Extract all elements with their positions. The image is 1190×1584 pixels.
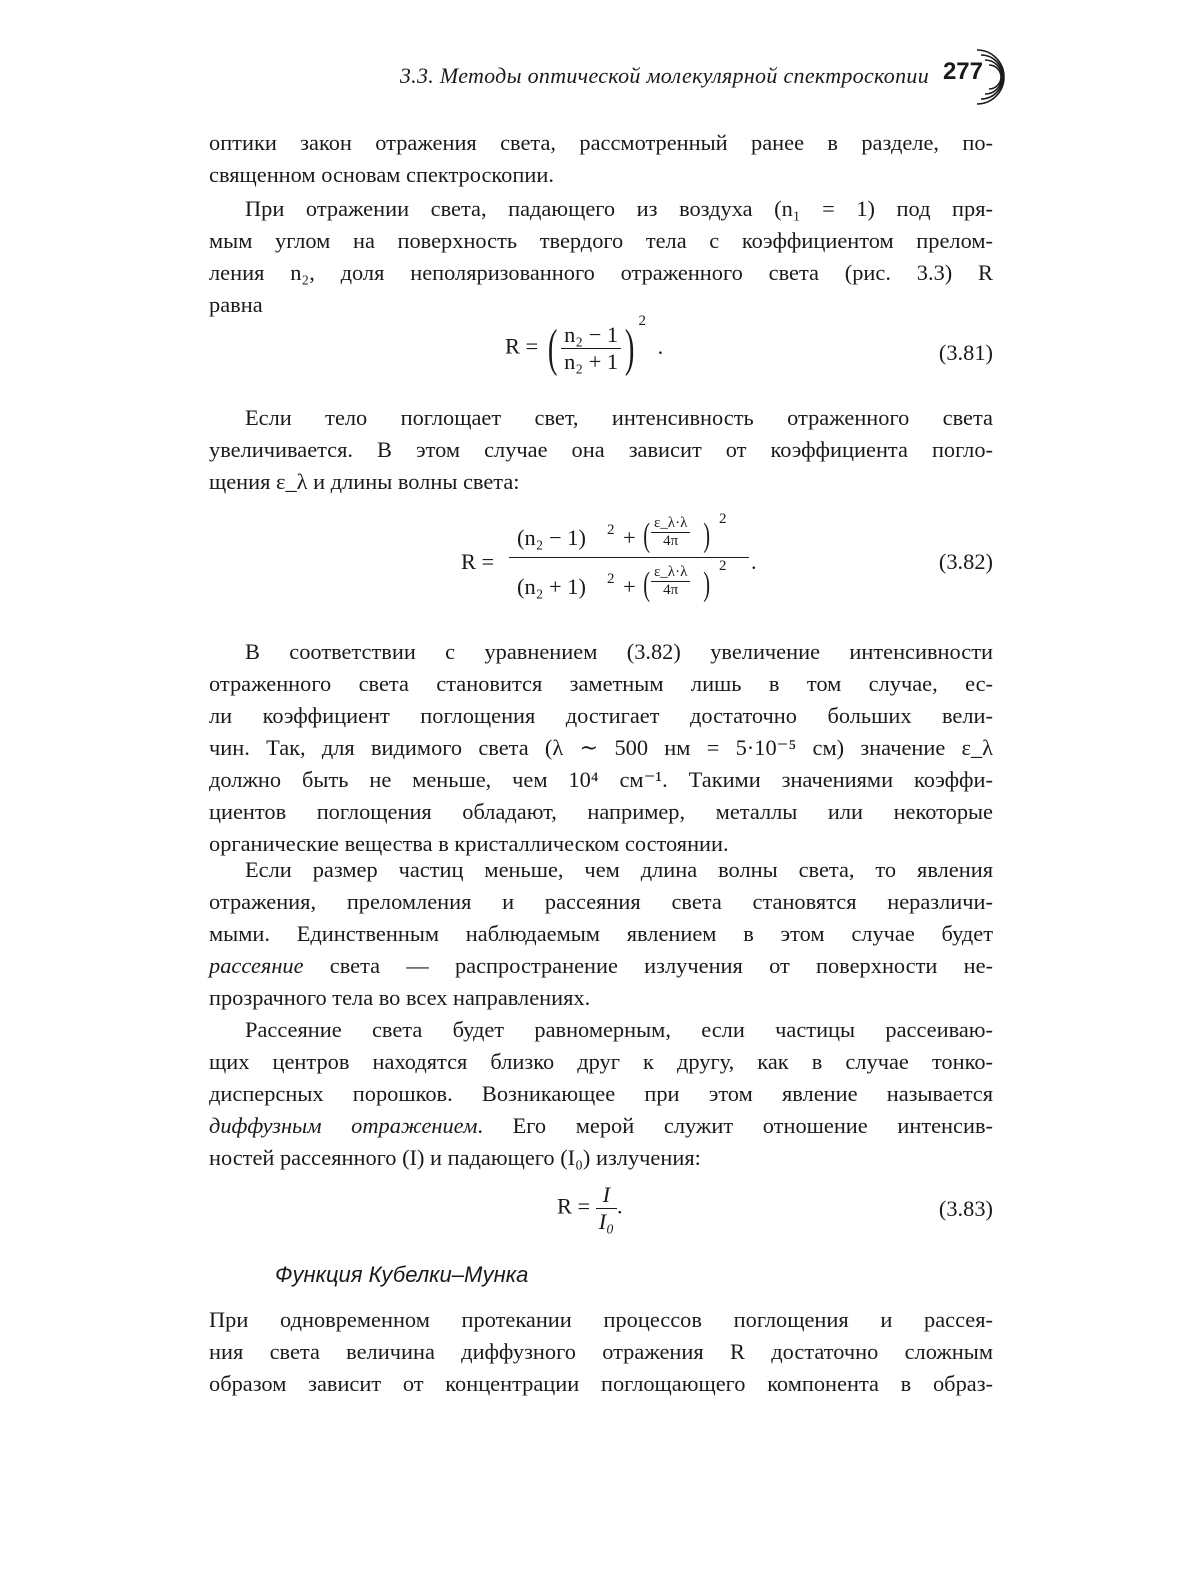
inner-fraction: [651, 564, 690, 599]
text-line: щения ε_λ и длины волны света:: [209, 469, 520, 494]
paragraph-4: [209, 636, 993, 860]
text-line: щих центров находятся близко друг к другу, как в случае тонко-: [209, 1049, 993, 1074]
text-line: чин. Так, для видимого света (λ ∼ 500 нм = 5·10⁻⁵ см) значение ε_λ: [209, 735, 993, 760]
fraction-numerator: I: [596, 1182, 617, 1209]
text-line: мым углом на поверхность твердого тела с коэффициентом прелом-: [209, 228, 993, 253]
text-line: При одновременном протекании процессов поглощения и рассея-: [209, 1307, 993, 1332]
text-line: отраженного света становится заметным лишь в том случае, ес-: [209, 671, 993, 696]
text-line: При отражении света, падающего из воздуха (n₁ = 1) под пря-: [245, 196, 993, 221]
text-line: увеличивается. В этом случае она зависит от коэффициента погло-: [209, 437, 993, 462]
paragraph-1: [209, 127, 993, 191]
text-line: органические вещества в кристаллическом состоянии.: [209, 831, 729, 856]
equation-lhs: R =: [461, 549, 495, 574]
equation-lhs: R =: [505, 333, 539, 359]
equation-number: (3.81): [938, 340, 993, 365]
text-line: мыми. Единственным наблюдаемым явлением в этом случае будет: [209, 921, 993, 946]
right-paren-icon: ): [703, 566, 711, 603]
text-line: рассеяние света — распространение излучения от поверхности не-: [209, 953, 993, 978]
equation-period: .: [617, 1193, 623, 1219]
text-line: ния света величина диффузного отражения R достаточно сложным: [209, 1339, 993, 1364]
text-line: Рассеяние света будет равномерным, если частицы рассеиваю-: [245, 1017, 993, 1042]
inner-numerator: ε_λ·λ: [651, 564, 690, 582]
text-line: равна: [209, 292, 263, 317]
text-line: Если размер частиц меньше, чем длина волны света, то явления: [245, 857, 993, 882]
equation-3-81: [209, 313, 993, 388]
left-paren-icon: (: [547, 319, 558, 377]
left-paren-icon: (: [643, 566, 651, 603]
equation-period: .: [657, 333, 664, 359]
left-paren-icon: (: [643, 517, 651, 554]
text-line: отражения, преломления и рассеяния света становятся неразличи-: [209, 889, 993, 914]
equation-body: [505, 313, 664, 377]
right-paren-icon: ): [703, 517, 711, 554]
emphasized-term: рассеяние: [209, 953, 304, 978]
fraction-numerator: n₂ − 1: [561, 322, 621, 349]
text-line: должно быть не меньше, чем 10⁴ см⁻¹. Такими значениями коэффи-: [209, 767, 993, 792]
plus-sign: +: [623, 525, 636, 550]
text-line: диффузным отражением. Его мерой служит отношение интенсив-: [209, 1113, 993, 1138]
equation-lhs: R =: [557, 1193, 591, 1219]
big-fraction: [509, 505, 749, 618]
text-line: циентов поглощения обладают, например, металлы или некоторые: [209, 799, 993, 824]
equation-3-82: [209, 505, 993, 620]
fraction-numerator: (n₂ − 1) 2 + ( $\frac{\varepsilon\_\lambda\cdot\lambda}{4\pi}$ ) 2: [509, 505, 749, 558]
inner-numerator: ε_λ·λ: [651, 515, 690, 533]
denominator-term: (n₂ + 1): [517, 574, 586, 599]
page-number: 277: [942, 58, 983, 85]
text-line: образом зависит от концентрации поглощающего компонента в образ-: [209, 1371, 993, 1396]
subsection-heading: Функция Кубелки–Мунка: [275, 1262, 529, 1287]
text-line: оптики закон отражения света, рассмотренный ранее в разделе, по-: [209, 130, 993, 155]
text-line: прозрачного тела во всех направлениях.: [209, 985, 591, 1010]
paragraph-2: [209, 193, 993, 321]
paragraph-5: [209, 854, 993, 1014]
equation-number: (3.82): [938, 549, 993, 574]
page-number-ornament-icon: [973, 46, 1015, 108]
inner-fraction: [651, 515, 690, 550]
fraction: [596, 1182, 617, 1235]
numerator-term: (n₂ − 1): [517, 525, 586, 550]
exponent: 2: [638, 313, 646, 330]
inner-denominator: 4π: [663, 582, 679, 598]
equation-number: (3.83): [938, 1196, 993, 1221]
equation-body: [557, 1182, 623, 1235]
book-page: [209, 0, 993, 1584]
text-line: дисперсных порошков. Возникающее при этом явление называется: [209, 1081, 993, 1106]
paragraph-3: [209, 402, 993, 498]
text-line: ли коэффициент поглощения достигает достаточно больших вели-: [209, 703, 993, 728]
paragraph-7: [209, 1304, 993, 1400]
running-header: [209, 56, 993, 104]
text-line: В соответствии с уравнением (3.82) увеличение интенсивности: [245, 639, 993, 664]
equation-period: .: [751, 549, 757, 574]
right-paren-icon: ): [625, 319, 635, 377]
fraction: [561, 322, 621, 375]
paragraph-6: [209, 1014, 993, 1174]
text-line: священном основам спектроскопии.: [209, 162, 554, 187]
fraction-denominator: I₀: [598, 1209, 615, 1234]
emphasized-term: диффузным отражением: [209, 1113, 478, 1138]
fraction-denominator: n₂ + 1: [564, 349, 619, 374]
inner-denominator: 4π: [663, 533, 679, 549]
fraction-denominator: (n₂ + 1) 2 + ( $\frac{\varepsilon\_\lambda\cdot\lambda}{4\pi}$ ) 2: [517, 558, 727, 603]
text-line: ления n₂, доля неполяризованного отраженного света (рис. 3.3) R: [209, 260, 993, 285]
text-line: ностей рассеянного (I) и падающего (I₀) излучения:: [209, 1145, 701, 1170]
running-header-title: 3.3. Методы оптической молекулярной спектроскопии: [399, 63, 929, 88]
text-line: Если тело поглощает свет, интенсивность отраженного света: [245, 405, 993, 430]
plus-sign: +: [623, 574, 636, 599]
equation-3-83: [209, 1180, 993, 1250]
